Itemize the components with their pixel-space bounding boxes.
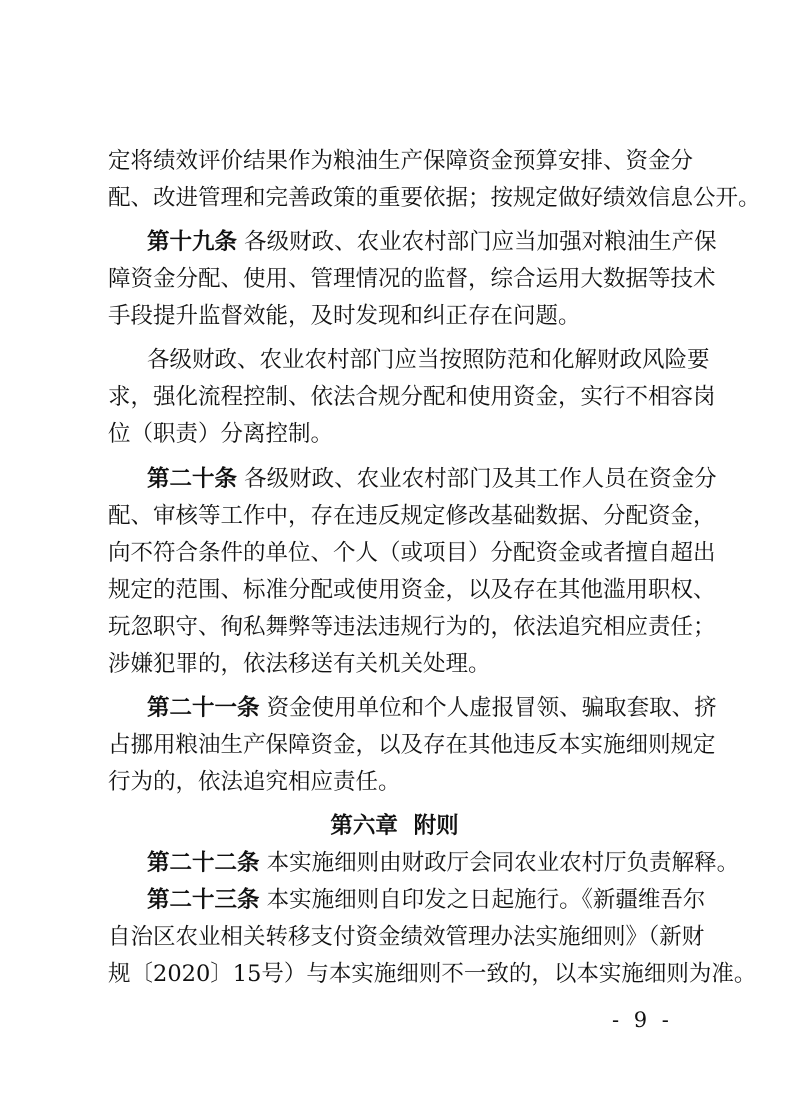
article-23-heading: 第二十三条 <box>147 887 260 913</box>
article-20-heading: 第二十条 <box>147 466 238 492</box>
paragraph-line: 涉嫌犯罪的，依法移送有关机关处理。 <box>108 651 491 677</box>
paragraph-line: 障资金分配、使用、管理情况的监督，综合运用大数据等技术 <box>108 266 716 292</box>
article-22-heading: 第二十二条 <box>147 850 260 876</box>
paragraph-line: 手段提升监督效能，及时发现和纠正存在问题。 <box>108 303 581 329</box>
paragraph-line: 配、审核等工作中，存在违反规定修改基础数据、分配资金， <box>108 503 716 529</box>
paragraph-line: 定将绩效评价结果作为粮油生产保障资金预算安排、资金分 <box>108 148 694 174</box>
paragraph-line: 规〔2020〕15号）与本实施细则不一致的，以本实施细则为准。 <box>108 961 757 987</box>
paragraph-text: 资金使用单位和个人虚报冒领、骗取套取、挤 <box>266 695 717 721</box>
paragraph-line: 占挪用粮油生产保障资金，以及存在其他违反本实施细则规定 <box>108 732 716 758</box>
article-22-line <box>147 850 740 876</box>
paragraph-line: 自治区农业相关转移支付资金绩效管理办法实施细则》（新财 <box>108 924 705 950</box>
article-23-first-line <box>147 887 706 913</box>
paragraph-text: 本实施细则由财政厅会同农业农村厅负责解释。 <box>266 850 740 876</box>
paragraph-text: 各级财政、农业农村部门应当加强对粮油生产保 <box>244 229 717 255</box>
article-20-first-line <box>147 466 717 492</box>
chapter-heading: 第六章 附则 <box>330 813 459 839</box>
page-number: - 9 - <box>612 1008 673 1032</box>
paragraph-line: 玩忽职守、徇私舞弊等违法违规行为的，依法追究相应责任； <box>108 614 716 640</box>
paragraph-line: 规定的范围、标准分配或使用资金，以及存在其他滥用职权、 <box>108 577 716 603</box>
paragraph-line: 位（职责）分离控制。 <box>108 421 334 447</box>
paragraph-line: 各级财政、农业农村部门应当按照防范和化解财政风险要 <box>147 347 710 373</box>
paragraph-text: 各级财政、农业农村部门及其工作人员在资金分 <box>244 466 717 492</box>
article-19-first-line <box>147 229 717 255</box>
paragraph-line: 向不符合条件的单位、个人（或项目）分配资金或者擅自超出 <box>108 540 716 566</box>
paragraph-line: 求，强化流程控制、依法合规分配和使用资金，实行不相容岗 <box>108 384 716 410</box>
article-21-first-line <box>147 695 717 721</box>
paragraph-line: 行为的，依法追究相应责任。 <box>108 769 401 795</box>
paragraph-line: 配、改进管理和完善政策的重要依据；按规定做好绩效信息公开。 <box>108 185 761 211</box>
article-19-heading: 第十九条 <box>147 229 238 255</box>
paragraph-text: 本实施细则自印发之日起施行。《新疆维吾尔 <box>266 887 706 913</box>
article-21-heading: 第二十一条 <box>147 695 260 721</box>
